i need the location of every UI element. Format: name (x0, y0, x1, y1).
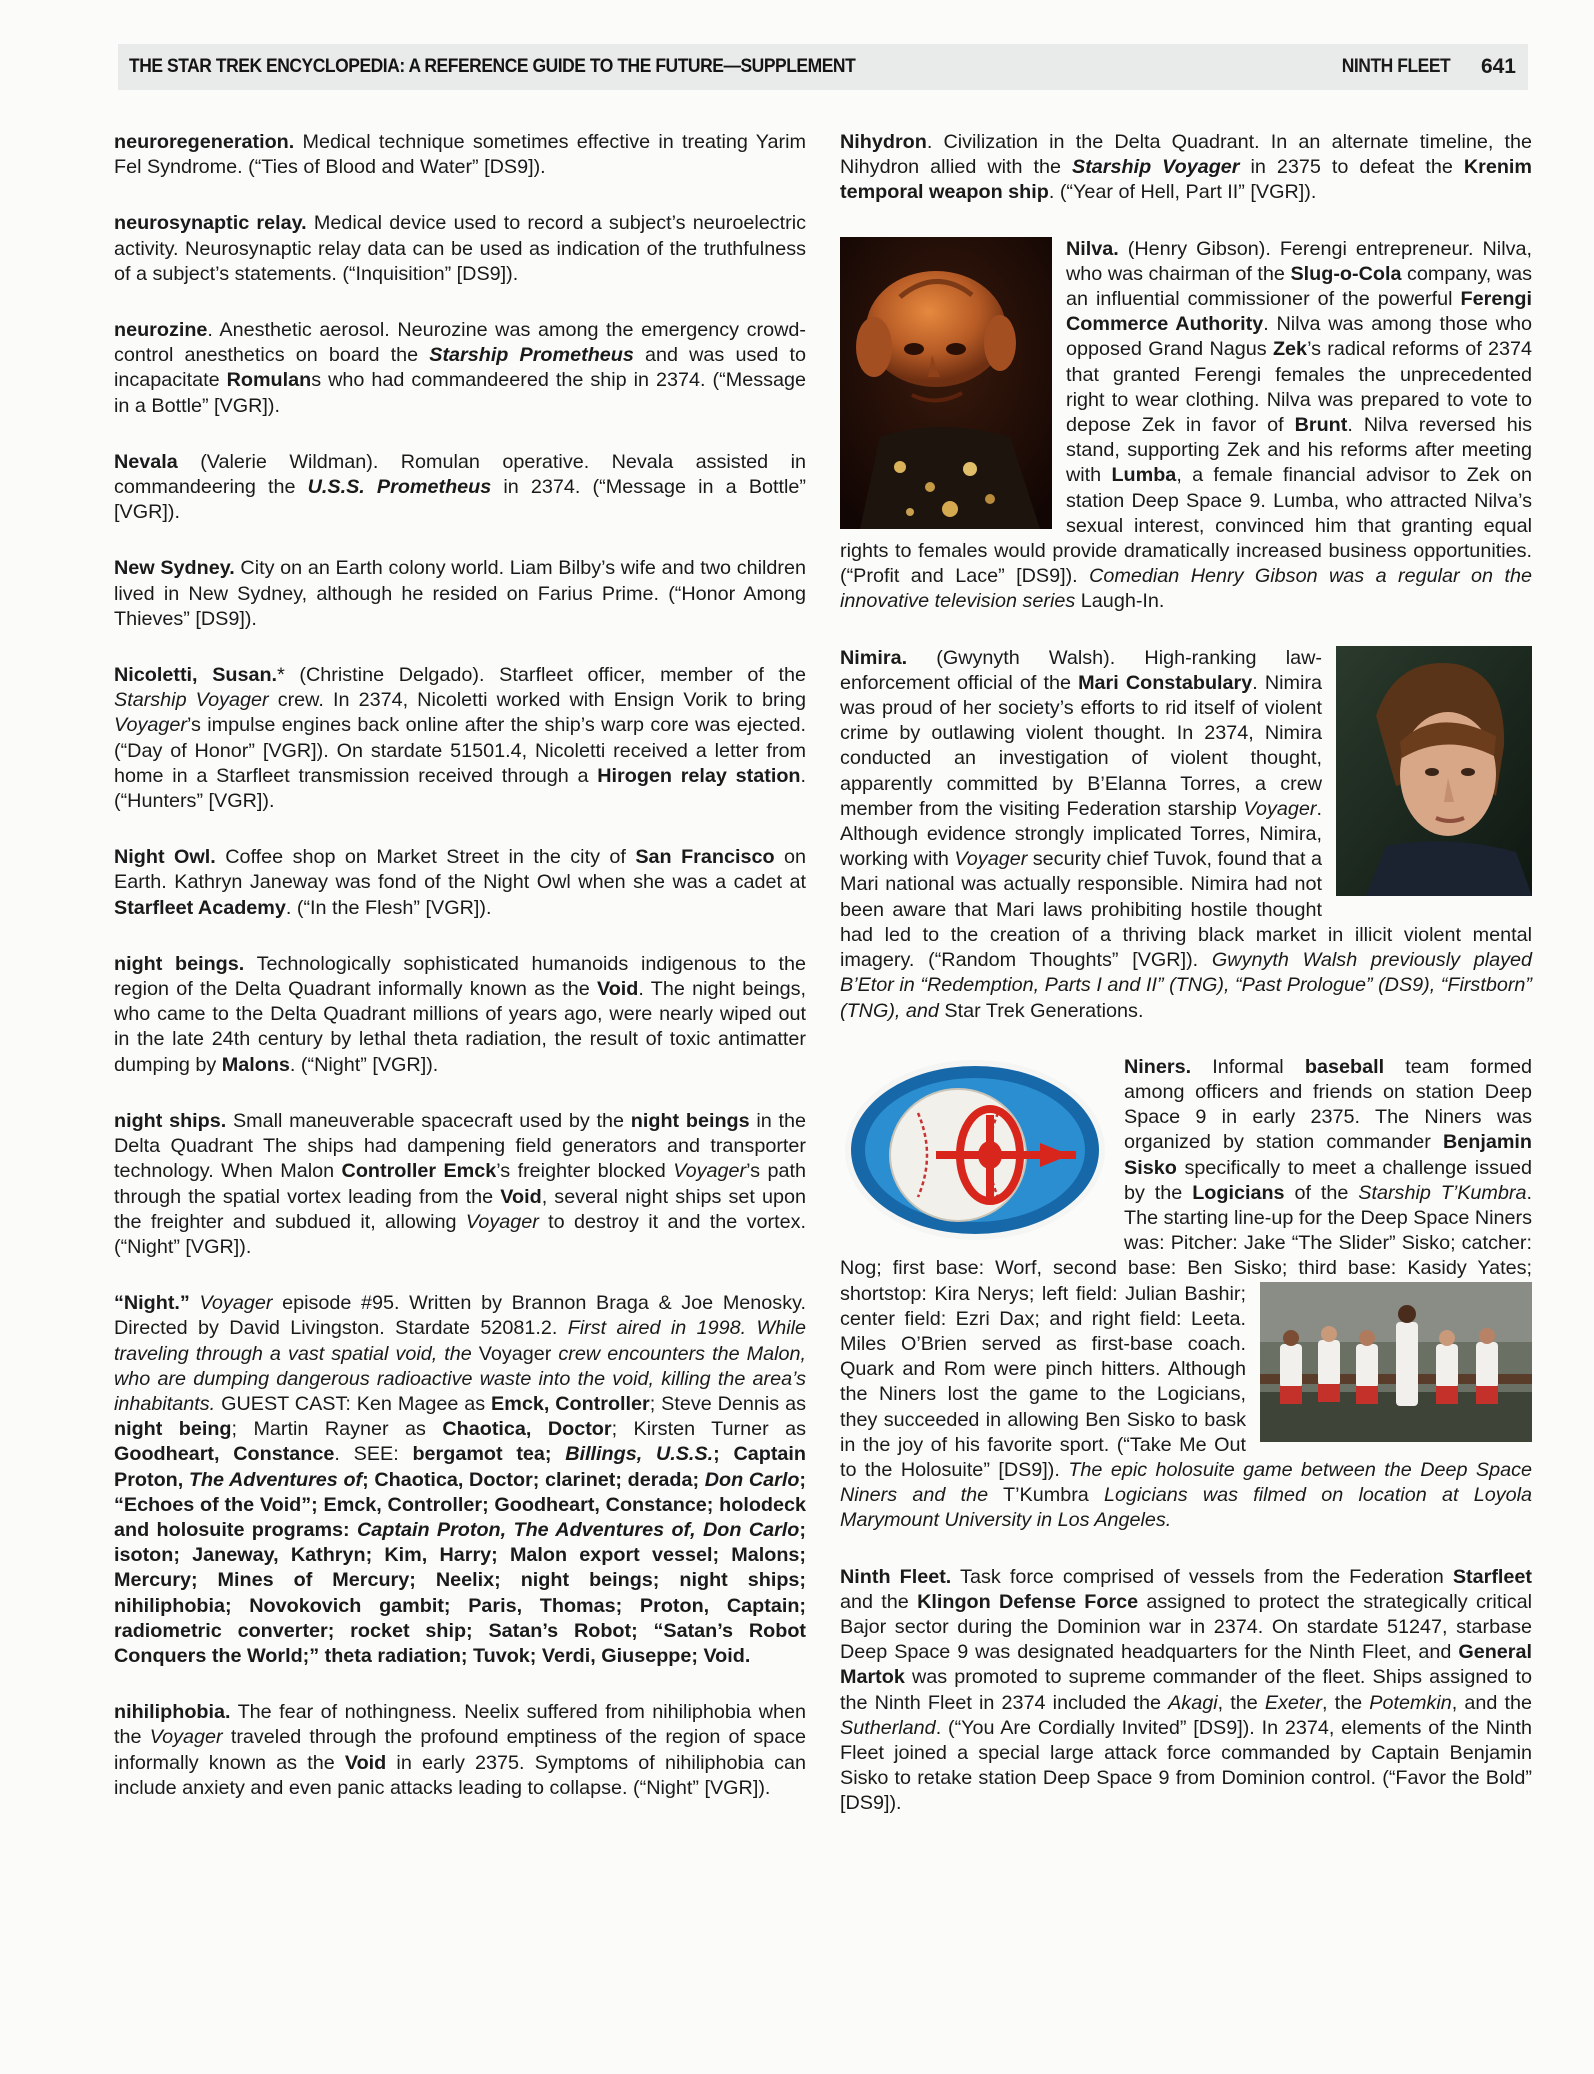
body-text: . Nimira was proud of her society’s efforts to rid itself of violent crime by outlawing violent thought. In 2374, Nimira conducted an investigation of violent thought, apparently committed by B’Elanna Torres, a crew member from the visiting Federation starship (840, 671, 1323, 820)
body-text: and was used to incapacitate (114, 344, 806, 392)
body-text: to destroy it and the vortex. (“Night” [VGR]). (114, 1210, 806, 1258)
body-text: and the (840, 1590, 918, 1613)
headword: Logicians (1192, 1181, 1285, 1204)
body-text: . (“Year of Hell, Part II” [VGR]). (1048, 181, 1317, 204)
body-text: City on an Earth colony world. Liam Bilby’s wife and two children lived in New Sydney, although he resided on Farius Prime. (“Honor Among Thieves” [DS9]). (114, 557, 807, 630)
right-column (840, 130, 1532, 1817)
body-text: (Henry Gibson). Ferengi entrepreneur. Nilva, who was chairman of the (1066, 237, 1532, 285)
body-text: . Civilization in the Delta Quadrant. In an alternate timeline, the Nihydron allied with the (840, 131, 1532, 179)
body-text: ; Steve Dennis as (649, 1392, 806, 1415)
body-text: Informal (1191, 1055, 1305, 1078)
body-text: in 2375 to defeat the (1239, 156, 1464, 179)
entry (840, 1565, 1532, 1817)
headword: neurozine (114, 319, 208, 342)
headword: Chaotica, Doctor (442, 1418, 612, 1441)
body-text: Medical device used to record a subject’s neuroelectric activity. Neurosynaptic relay data can be used as indication of the truthfulness of a subject’s statements. (“Inquisition” [DS9]). (114, 212, 806, 285)
headword: Krenim temporal weapon ship (840, 156, 1533, 204)
headword: Nicoletti, Susan. (114, 664, 278, 687)
italic-text: First aired in 1998. While traveling through a vast spatial void, the (114, 1317, 806, 1365)
nilva-photo (840, 237, 1052, 529)
body-text: in early 2375. Symptoms of nihiliphobia can include anxiety and even panic attacks leading to collapse. (“Night” [VGR]). (114, 1751, 806, 1799)
entry (114, 450, 806, 526)
italic-text: Starship Voyager (114, 689, 269, 712)
cross-reference: The Adventures of (188, 1468, 363, 1491)
headword: Klingon Defense Force (917, 1590, 1139, 1613)
headword: Benjamin Sisko (1124, 1131, 1532, 1179)
italic-text: Akagi (1168, 1691, 1218, 1714)
body-text: Voyager (471, 1342, 559, 1365)
entry (840, 237, 1532, 615)
entry (840, 130, 1532, 206)
book-title: THE STAR TREK ENCYCLOPEDIA: A REFERENCE GUIDE TO THE FUTURE—SUPPLEMENT (129, 56, 856, 77)
body-text: (Valerie Wildman). Romulan operative. Nevala assisted in commandeering the (114, 450, 806, 499)
entry (114, 845, 806, 921)
headword: Mari Constabulary (1078, 671, 1253, 694)
entry (114, 130, 806, 180)
body-text: security chief Tuvok, found that a Mari national was actually responsible. Nimira had not been aware that Mari laws prohibiting hostile thought had led to the creation of a thriving black market in illicit violent mental imagery. (“Random Thoughts” [VGR]). (840, 848, 1532, 972)
headword: Starfleet Academy (114, 896, 286, 919)
body-text: , a female financial advisor to Zek on station Deep Space 9. Lumba, who attracted Nilva’s sexual interest, convinced him that granting equal rights to females would provide dramatically increased business opportunities. (“Profit and Lace” [DS9]). (840, 464, 1532, 588)
italic-text: Voyager (149, 1726, 223, 1749)
headword: Ferengi Commerce Authority (1066, 288, 1532, 336)
headword: Emck, Controller (491, 1392, 650, 1415)
headword: Brunt (1294, 414, 1348, 437)
italic-text: Sutherland (840, 1716, 936, 1739)
page-number: 641 (1480, 55, 1516, 78)
headword: “Night.” (114, 1292, 190, 1315)
headword: neuroregeneration. (114, 131, 295, 153)
entry (114, 663, 806, 814)
italic-text: Logicians was filmed on location at Loyola Marymount University in Los Angeles. (840, 1484, 1532, 1532)
left-column (114, 130, 806, 1801)
headword: night ships. (114, 1109, 227, 1132)
body-text: ; Kirsten Turner as (611, 1418, 806, 1441)
headword: Niners. (1124, 1055, 1192, 1078)
headword: Void (344, 1751, 387, 1774)
body-text: Star Trek Generations. (938, 999, 1144, 1022)
body-text: . Anesthetic aerosol. Neurozine was among the emergency crowd-control anesthetics on board the (114, 319, 806, 367)
italic-text: Voyager (465, 1210, 539, 1233)
headword: bergamot tea; (412, 1443, 566, 1466)
italic-text: Voyager (114, 714, 187, 737)
body-text: ’s radical reforms of 2374 that granted Ferengi females the unprecedented right to wear clothing. Nilva was prepared to vote to depose Zek in favor of (1066, 338, 1533, 437)
body-text: . (“In the Flesh” [VGR]). (285, 896, 492, 919)
entry (114, 318, 806, 419)
italic-text: Voyager (1243, 797, 1317, 820)
body-text: , and the (1451, 1691, 1532, 1714)
entry (114, 211, 806, 287)
body-text: , several night ships set upon the freighter and subdued it, allowing (114, 1185, 806, 1233)
body-text: episode #95. Written by Brannon Braga & Joe Menosky. Directed by David Livingston. Stardate 52081.2. (114, 1292, 807, 1340)
body-text: ’s impulse engines back online after the ship’s warp core was ejected. (“Day of Honor” [VGR]). On stardate 51501.4, Nicoletti received a letter from home in a Starfleet transmission received through a (114, 714, 806, 787)
italic-text: Voyager (199, 1292, 273, 1315)
nimira-photo (1336, 646, 1532, 896)
headword: Nihydron (840, 131, 927, 153)
entry (114, 556, 806, 632)
cross-reference: Billings, U.S.S. (565, 1443, 714, 1466)
body-text: (Gwynyth Walsh). High-ranking law-enforcement official of the (840, 646, 1322, 694)
headword: Nevala (114, 450, 178, 473)
headword: Night Owl. (114, 846, 216, 869)
headword: ; Captain Proton, (114, 1443, 806, 1491)
italic-text: Comedian Henry Gibson was a regular on the innovative television series (840, 565, 1532, 613)
body-text: Medical technique sometimes effective in treating Yarim Fel Syndrome. (“Ties of Blood and Water” [DS9]). (114, 131, 806, 179)
body-text: GUEST CAST: Ken Magee as (215, 1392, 492, 1415)
headword: ; Chaotica, Doctor; clarinet; derada; (362, 1468, 705, 1491)
entry (114, 1109, 806, 1260)
cross-reference: Captain Proton, The Adventures of, Don Carlo (357, 1518, 800, 1541)
body-text: The fear of nothingness. Neelix suffered from nihiliphobia when the (114, 1701, 806, 1749)
headword: New Sydney. (114, 557, 235, 580)
headword: Romulan (226, 369, 312, 392)
body-text: . Nilva was among those who opposed Grand Nagus (1066, 313, 1532, 361)
cross-reference: U.S.S. Prometheus (307, 476, 492, 499)
italic-text: crew encounters the Malon, who are dumping dangerous radioactive waste into the void, killing the area’s inhabitants. (114, 1342, 806, 1415)
body-text: . SEE: (334, 1443, 413, 1466)
body-text: T’Kumbra (988, 1484, 1105, 1507)
cross-reference: Starship Voyager (1072, 156, 1240, 179)
headword: General Martok (840, 1641, 1532, 1689)
niners-team-photo (1260, 1282, 1532, 1442)
body-text: ’s path through the spatial vortex leading from the (114, 1160, 806, 1208)
body-text: company, was an influential commissioner of the powerful (1066, 262, 1532, 311)
cross-reference: Starship Prometheus (429, 344, 634, 367)
running-header (118, 44, 1528, 90)
body-text: in 2374. (“Message in a Bottle” [VGR]). (114, 476, 806, 524)
headword: Zek (1272, 338, 1308, 361)
body-text: Task force comprised of vessels from the Federation (951, 1565, 1453, 1588)
body-text: Laugh-In. (1075, 590, 1165, 613)
body-text: . Nilva reversed his stand, supporting Zek and his reforms after meeting with (1066, 414, 1532, 487)
headword: Lumba (1111, 464, 1177, 487)
italic-text: Exeter (1264, 1691, 1323, 1714)
body-text: s who had commandeered the ship in 2374. (“Message in a Bottle” [VGR]). (114, 369, 806, 417)
body-text: , the (1217, 1691, 1265, 1714)
headword: Controller Emck (341, 1160, 497, 1183)
headword: ; “Echoes of the Void”; Emck, Controller; Goodheart, Constance; holodeck and holosuite programs: (114, 1468, 806, 1541)
headword: ; isoton; Janeway, Kathryn; Kim, Harry; Malon export vessel; Malons; Mercury; Mines of Mercury; Neelix; night beings; night ships; nihiliphobia; Novokovich gambit; Paris, Thomas; Proton, Captain; radiometric converter; rocket ship; Satan’s Robot; “Satan’s Robot Conquers the World;” theta radiation; Tuvok; Verdi, Giuseppe; Void. (114, 1518, 806, 1667)
italic-text: Voyager (673, 1160, 747, 1183)
italic-text: Voyager (954, 848, 1028, 871)
italic-text: Gwynyth Walsh previously played B’Etor in “Redemption, Parts I and II” (TNG), “Past Prologue” (DS9), “Firstborn” (TNG), and (840, 949, 1532, 1022)
body-text: was promoted to supreme commander of the fleet. Ships assigned to the Ninth Fleet in 2374 included the (840, 1666, 1532, 1714)
headword: neurosynaptic relay. (114, 212, 307, 235)
italic-text: Potemkin (1369, 1691, 1452, 1714)
body-text: . (“You Are Cordially Invited” [DS9]). In 2374, elements of the Ninth Fleet joined a special large attack force commanded by Captain Benjamin Sisko to retake station Deep Space 9 from Dominion control. (“Favor the Bold” [DS9]). (840, 1716, 1532, 1815)
headword: Nimira. (840, 646, 908, 669)
headword: Nilva. (1066, 237, 1119, 260)
body-text: * (Christine Delgado). Starfleet officer, member of the (277, 664, 806, 687)
headword: Void (500, 1185, 542, 1208)
body-text: Coffee shop on Market Street in the city of (215, 846, 636, 869)
body-text: in the Delta Quadrant The ships had dampening field generators and transporter technology. When Malon (114, 1109, 807, 1183)
body-text: . (“Hunters” [VGR]). (114, 764, 806, 813)
cross-reference: Don Carlo (704, 1468, 800, 1491)
italic-text: Starship T’Kumbra (1358, 1181, 1527, 1204)
body-text: on Earth. Kathryn Janeway was fond of the Night Owl when she was a cadet at (114, 846, 806, 894)
body-text: . The night beings, who came to the Delta Quadrant millions of years ago, were nearly wiped out in the late 24th century by lethal theta radiation, the result of toxic antimatter dumping by (114, 978, 806, 1076)
body-text: specifically to meet a challenge issued by the (1124, 1156, 1532, 1204)
headword: Void (596, 978, 639, 1001)
headword: baseball (1304, 1055, 1385, 1078)
body-text: ’s freighter blocked (496, 1160, 674, 1183)
entry (840, 1055, 1532, 1534)
body-text: . (“Night” [VGR]). (289, 1053, 439, 1076)
body-text: Technologically sophisticated humanoids indigenous to the region of the Delta Quadrant informally known as the (114, 952, 806, 1001)
headword: Slug-o-Cola (1290, 262, 1402, 285)
body-text: , the (1322, 1691, 1370, 1714)
body-text: crew. In 2374, Nicoletti worked with Ensign Vorik to bring (268, 689, 806, 712)
section-heading: NINTH FLEET (1341, 56, 1451, 77)
body-text: assigned to protect the strategically critical Bajor sector during the Dominion war in 2374. On stardate 51247, starbase Deep Space 9 was designated headquarters for the Ninth Fleet, and (840, 1590, 1533, 1664)
headword: Hirogen relay station (597, 764, 801, 787)
body-text: traveled through the profound emptiness of the region of space informally known as the (114, 1726, 806, 1774)
headword: Goodheart, Constance (114, 1443, 335, 1466)
headword: Starfleet (1452, 1565, 1532, 1588)
headword: nihiliphobia. (114, 1701, 231, 1724)
headword: night beings (630, 1109, 750, 1132)
body-text: third base: Kasidy Yates; shortstop: Kira Nerys; left field: Julian Bashir; center field: Ezri Dax; and right field: Leeta. Miles O’Brien served as first-base coach. Quark and Rom were pinch hitters. Although the Niners lost the game to the Logicians, they succeeded in allowing Ben Sisko to bask in the joy of his favorite sport. (“Take Me Out to the Holosuite” [DS9]). (840, 1257, 1532, 1481)
entry (114, 952, 806, 1078)
headword: night being (114, 1418, 232, 1441)
entry (114, 1700, 806, 1801)
body-text: team formed among officers and friends on station Deep Space 9 in early 2375. The Niners was organized by station commander (1124, 1055, 1532, 1154)
body-text: of the (1284, 1181, 1359, 1204)
entry (114, 1291, 806, 1669)
italic-text: The epic holosuite game between the Deep Space Niners and the (840, 1458, 1532, 1507)
headword: night beings. (114, 952, 245, 975)
body-text: ; Martin Rayner as (231, 1418, 443, 1441)
entry (840, 646, 1532, 1024)
headword: Malons (221, 1053, 290, 1076)
body-text: . The starting line-up for the Deep Space Niners was: Pitcher: Jake “The Slider” Sisko; catcher: Nog; first base: Worf, second base: Ben Sisko; (840, 1181, 1532, 1280)
headword: Ninth Fleet. (840, 1565, 952, 1588)
niners-logo (840, 1055, 1110, 1245)
body-text: Small maneuverable spacecraft used by the (226, 1109, 631, 1132)
headword: San Francisco (635, 846, 775, 869)
body-text: . Although evidence strongly implicated Torres, Nimira, working with (840, 797, 1322, 871)
